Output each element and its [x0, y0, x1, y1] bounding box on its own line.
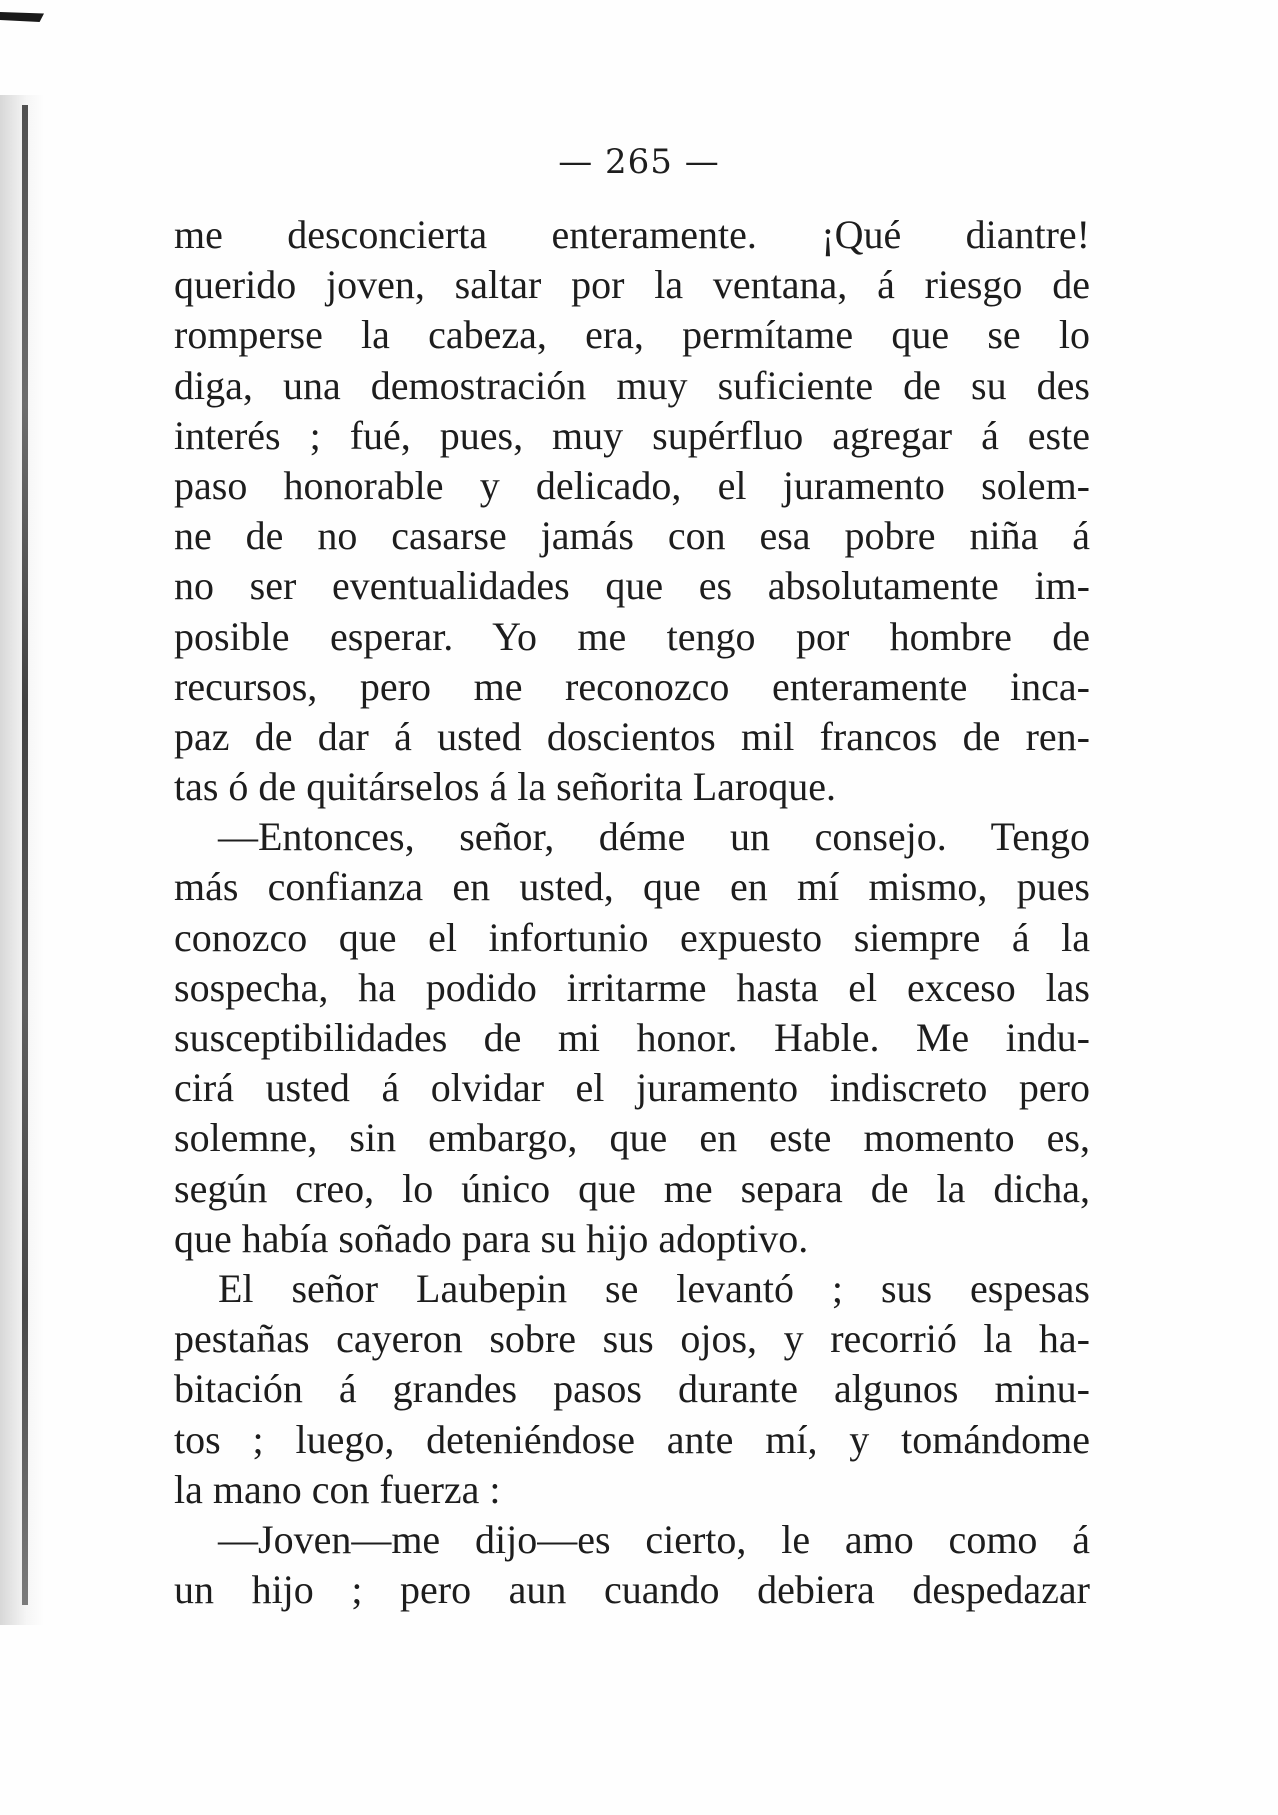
text-line: diga, una demostración muy suficiente de su des — [174, 362, 1090, 408]
binding-edge — [22, 105, 28, 1605]
text-line: que había soñado para su hijo adoptivo. — [174, 1215, 809, 1261]
text-line: no ser eventualidades que es absolutamente im- — [174, 563, 1090, 609]
text-line: bitación á grandes pasos durante algunos minu- — [174, 1366, 1090, 1412]
text-line: me desconcierta enteramente. ¡Qué diantre! — [174, 212, 1090, 257]
text-line: susceptibilidades de mi honor. Hable. Me indu- — [174, 1015, 1090, 1060]
text-line: cirá usted á olvidar el juramento indiscreto pero — [174, 1065, 1090, 1111]
text-line: tos ; luego, deteniéndose ante mí, y tomándome — [174, 1416, 1090, 1462]
text-line: querido joven, saltar por la ventana, á riesgo de — [174, 262, 1090, 308]
paragraph — [174, 812, 1090, 1264]
text-line: —Entonces, señor, déme un consejo. Tengo — [218, 814, 1090, 860]
text-line: romperse la cabeza, era, permítame que se lo — [174, 312, 1090, 358]
text-line: la mano con fuerza : — [174, 1466, 501, 1512]
text-line: posible esperar. Yo me tengo por hombre de — [174, 613, 1090, 659]
text-line: interés ; fué, pues, muy supérfluo agregar á este — [174, 412, 1090, 458]
page-number: — 265 — — [558, 142, 720, 182]
text-line: más confianza en usted, que en mí mismo, pues — [174, 864, 1090, 910]
body-text — [174, 210, 1090, 1615]
text-line: recursos, pero me reconozco enteramente inca- — [174, 663, 1090, 709]
text-line: conozco que el infortunio expuesto siempre á la — [174, 914, 1090, 960]
scan-corner-mark — [0, 12, 44, 22]
paragraph — [174, 210, 1090, 812]
text-line: —Joven—me dijo—es cierto, le amo como á — [218, 1516, 1090, 1562]
text-line: pestañas cayeron sobre sus ojos, y recorrió la ha- — [174, 1316, 1090, 1362]
text-line: paz de dar á usted doscientos mil francos de ren- — [174, 713, 1090, 759]
text-line: tas ó de quitárselos á la señorita Laroque. — [174, 764, 836, 810]
text-line: sospecha, ha podido irritarme hasta el exceso las — [174, 964, 1090, 1010]
paragraph — [174, 1264, 1090, 1515]
text-line: ne de no casarse jamás con esa pobre niña á — [174, 513, 1090, 559]
paragraph — [174, 1515, 1090, 1615]
text-line: El señor Laubepin se levantó ; sus espesas — [218, 1265, 1090, 1311]
text-line: solemne, sin embargo, que en este momento es, — [174, 1115, 1090, 1161]
text-line: un hijo ; pero aun cuando debiera despedazar — [174, 1567, 1090, 1613]
text-line: según creo, lo único que me separa de la dicha, — [174, 1165, 1090, 1211]
text-line: paso honorable y delicado, el juramento solem- — [174, 462, 1090, 508]
